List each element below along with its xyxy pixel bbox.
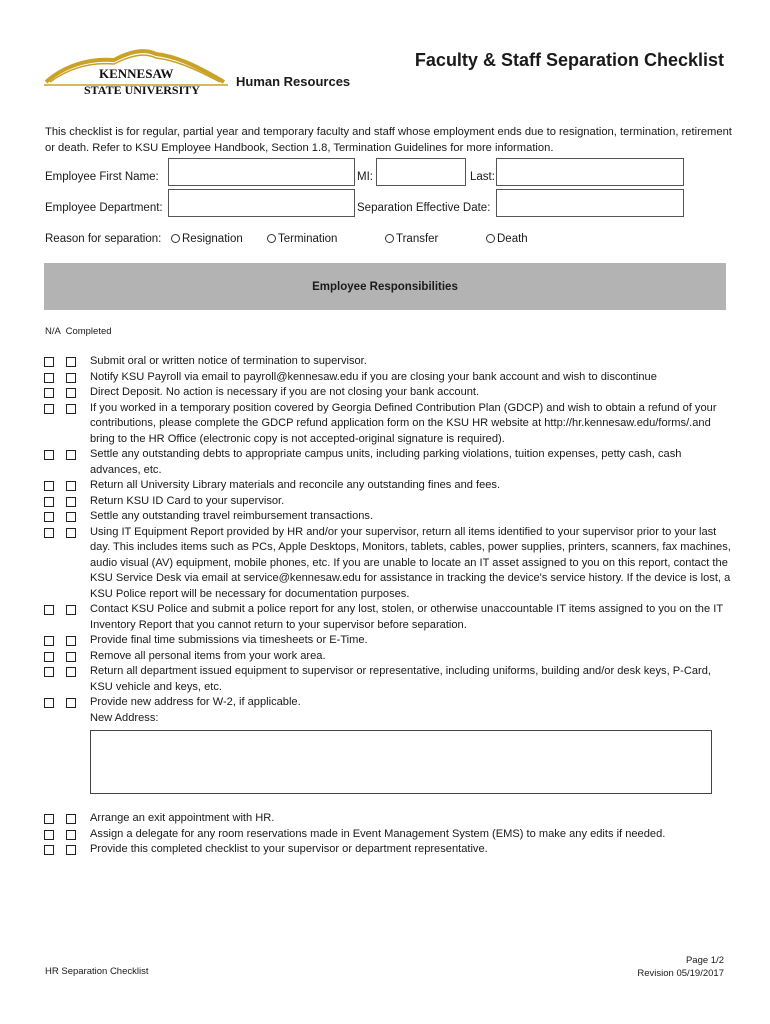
completed-checkbox[interactable] <box>66 373 76 383</box>
completed-checkbox[interactable] <box>66 388 76 398</box>
list-item: Return all department issued equipment to supervisor or representative, including uniforms, building and/or desk keys, P-Card, KSU vehicle and keys, etc. <box>44 664 734 695</box>
completed-checkbox[interactable] <box>66 450 76 460</box>
section-banner <box>44 263 726 310</box>
reason-termination[interactable]: Termination <box>267 233 337 245</box>
revision-date: Revision 05/19/2017 <box>637 968 724 979</box>
department-label: Employee Department: <box>45 202 163 214</box>
completed-checkbox[interactable] <box>66 357 76 367</box>
checklist <box>44 354 734 858</box>
page-number: Page 1/2 <box>685 955 724 966</box>
completed-checkbox[interactable] <box>66 845 76 855</box>
list-item: Submit oral or written notice of termination to supervisor. <box>44 354 734 370</box>
radio-resignation[interactable] <box>171 234 180 243</box>
list-item: Assign a delegate for any room reservations made in Event Management System (EMS) to make any edits if needed. <box>44 827 734 843</box>
list-item: Return all University Library materials and reconcile any outstanding fines and fees. <box>44 478 734 494</box>
na-checkbox[interactable] <box>44 357 54 367</box>
list-item: Contact KSU Police and submit a police report for any lost, stolen, or otherwise unaccountable IT items assigned to you on the IT Inventory Report that you cannot return to your supervisor before separation. <box>44 602 734 633</box>
list-item: Return KSU ID Card to your supervisor. <box>44 494 734 510</box>
completed-checkbox[interactable] <box>66 605 76 615</box>
completed-checkbox[interactable] <box>66 667 76 677</box>
na-checkbox[interactable] <box>44 404 54 414</box>
logo-line2: STATE UNIVERSITY <box>84 83 200 96</box>
na-checkbox[interactable] <box>44 388 54 398</box>
first-name-label: Employee First Name: <box>45 171 159 183</box>
last-name-field[interactable] <box>496 158 684 186</box>
na-checkbox[interactable] <box>44 450 54 460</box>
na-checkbox[interactable] <box>44 373 54 383</box>
reason-resignation[interactable]: Resignation <box>171 233 243 245</box>
logo-line1: KENNESAW <box>99 66 174 81</box>
list-item: Settle any outstanding travel reimbursement transactions. <box>44 509 734 525</box>
completed-checkbox[interactable] <box>66 528 76 538</box>
completed-checkbox[interactable] <box>66 404 76 414</box>
completed-checkbox[interactable] <box>66 512 76 522</box>
reason-label: Reason for separation: <box>45 233 162 245</box>
radio-transfer[interactable] <box>385 234 394 243</box>
completed-checkbox[interactable] <box>66 698 76 708</box>
na-checkbox[interactable] <box>44 814 54 824</box>
reason-transfer[interactable]: Transfer <box>385 233 438 245</box>
na-checkbox[interactable] <box>44 512 54 522</box>
mi-label: MI: <box>357 171 373 183</box>
effective-date-field[interactable] <box>496 189 684 217</box>
department-title: Human Resources <box>236 74 351 89</box>
list-item: Provide this completed checklist to your supervisor or department representative. <box>44 842 734 858</box>
ksu-logo <box>44 44 234 96</box>
mi-field[interactable] <box>376 158 466 186</box>
na-checkbox[interactable] <box>44 652 54 662</box>
intro-text: This checklist is for regular, partial year and temporary faculty and staff whose employment ends due to resignation, termination, retirement or death. Refer to KSU Employee Handbook, Section 1.8, Termination Guidelines for more information. <box>45 126 732 154</box>
list-item: Settle any outstanding debts to appropriate campus units, including parking violations, tuition expenses, petty cash, cash advances, etc. <box>44 447 734 478</box>
list-item: Notify KSU Payroll via email to payroll@kennesaw.edu if you are closing your bank account and wish to discontinue <box>44 370 734 386</box>
list-item: Provide new address for W-2, if applicable. <box>44 695 734 711</box>
completed-checkbox[interactable] <box>66 814 76 824</box>
completed-checkbox[interactable] <box>66 636 76 646</box>
list-item: Provide final time submissions via timesheets or E-Time. <box>44 633 734 649</box>
list-item: If you worked in a temporary position covered by Georgia Defined Contribution Plan (GDCP) and wish to obtain a refund of your contributions, please complete the GDCP refund application form on the KSU HR website at http://hr.kennesaw.edu/forms/.and bring to the HR Office (electronic copy is not accepted-original signature is required). <box>44 401 734 448</box>
effective-date-label: Separation Effective Date: <box>357 202 491 214</box>
column-headers: N/A Completed <box>45 326 112 337</box>
footer-doc-name: HR Separation Checklist <box>45 966 149 977</box>
completed-checkbox[interactable] <box>66 481 76 491</box>
na-checkbox[interactable] <box>44 528 54 538</box>
list-item: Direct Deposit. No action is necessary if you are not closing your bank account. <box>44 385 734 401</box>
reason-death[interactable]: Death <box>486 233 528 245</box>
na-checkbox[interactable] <box>44 830 54 840</box>
new-address-label: New Address: <box>90 711 159 724</box>
last-name-label: Last: <box>470 171 495 183</box>
department-field[interactable] <box>168 189 355 217</box>
list-item: Remove all personal items from your work area. <box>44 649 734 665</box>
new-address-field[interactable] <box>90 730 712 794</box>
new-address-row <box>44 711 734 727</box>
na-checkbox[interactable] <box>44 497 54 507</box>
radio-termination[interactable] <box>267 234 276 243</box>
na-checkbox[interactable] <box>44 845 54 855</box>
section-title: Employee Responsibilities <box>312 280 458 293</box>
completed-checkbox[interactable] <box>66 652 76 662</box>
na-checkbox[interactable] <box>44 698 54 708</box>
na-checkbox[interactable] <box>44 481 54 491</box>
list-item: Using IT Equipment Report provided by HR and/or your supervisor, return all items identified to your supervisor prior to your last day. This includes items such as PCs, Apple Desktops, Monitors, tablets, cables, power supplies, printers, scanners, fax machines, audio visual (AV) equipment, mobile phones, etc. If you are unable to locate an IT asset assigned to you on this report, contact the KSU Service Desk via email at service@kennesaw.edu for assistance in tracking the device's service history. If the device is lost, a KSU Police report will be necessary for documentation purposes. <box>44 525 734 603</box>
completed-checkbox[interactable] <box>66 497 76 507</box>
page-title: Faculty & Staff Separation Checklist <box>414 50 724 70</box>
completed-checkbox[interactable] <box>66 830 76 840</box>
na-checkbox[interactable] <box>44 667 54 677</box>
na-checkbox[interactable] <box>44 605 54 615</box>
radio-death[interactable] <box>486 234 495 243</box>
footer-page-info <box>637 954 724 980</box>
na-checkbox[interactable] <box>44 636 54 646</box>
first-name-field[interactable] <box>168 158 355 186</box>
list-item: Arrange an exit appointment with HR. <box>44 811 734 827</box>
